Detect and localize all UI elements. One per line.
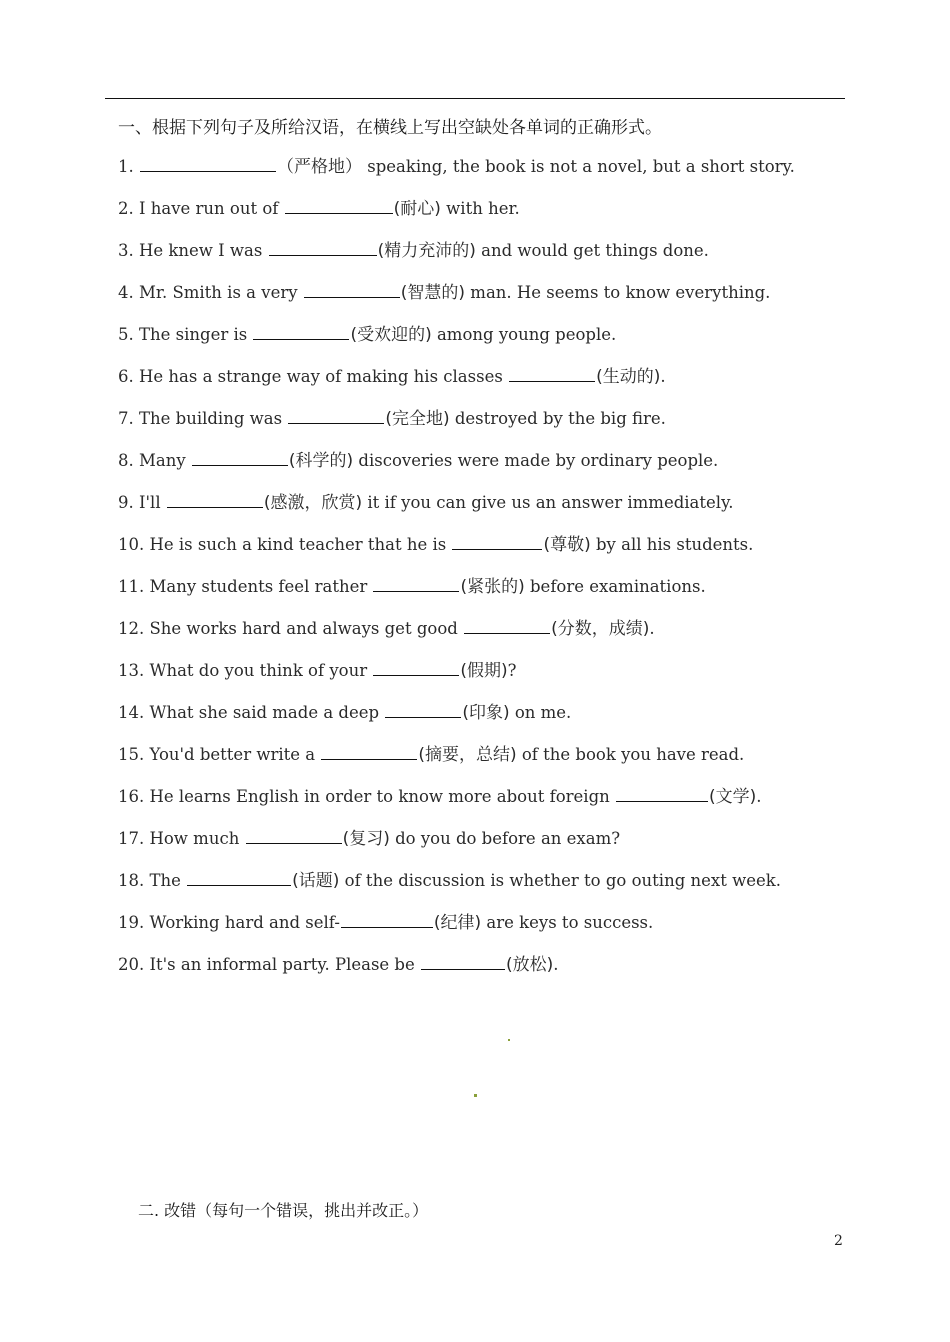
chinese-hint: (纪律) bbox=[433, 913, 482, 933]
answer-blank[interactable] bbox=[341, 911, 433, 928]
chinese-hint: (精力充沛的) bbox=[377, 241, 476, 261]
answer-blank[interactable] bbox=[192, 449, 288, 466]
chinese-hint: (印象) bbox=[462, 703, 510, 723]
chinese-hint: (假期) bbox=[460, 661, 508, 681]
question-text: by all his students. bbox=[590, 535, 754, 554]
question-text: on me. bbox=[509, 703, 572, 722]
question-text: 3. He knew I was bbox=[118, 241, 268, 260]
question-5 bbox=[118, 320, 795, 362]
chinese-hint: (智慧的) bbox=[400, 283, 466, 303]
answer-blank[interactable] bbox=[167, 491, 263, 508]
question-text: 9. I'll bbox=[118, 493, 166, 512]
question-text: and would get things done. bbox=[475, 241, 709, 260]
question-3 bbox=[118, 236, 795, 278]
question-text: man. He seems to know everything. bbox=[465, 283, 771, 302]
chinese-hint: (生动的) bbox=[596, 367, 661, 387]
answer-blank[interactable] bbox=[269, 239, 377, 256]
question-16 bbox=[118, 782, 795, 824]
question-text: 15. You'd better write a bbox=[118, 745, 321, 764]
decorative-dot bbox=[474, 1094, 477, 1097]
question-text: . bbox=[660, 367, 666, 386]
question-text: 20. It's an informal party. Please be bbox=[118, 955, 420, 974]
question-14 bbox=[118, 698, 795, 740]
question-text: 2. I have run out of bbox=[118, 199, 284, 218]
question-18 bbox=[118, 866, 795, 908]
question-6 bbox=[118, 362, 795, 404]
question-text: of the discussion is whether to go outing next week. bbox=[339, 871, 781, 890]
question-text: do you do before an exam? bbox=[389, 829, 621, 848]
header-rule bbox=[105, 98, 845, 99]
answer-blank[interactable] bbox=[616, 785, 708, 802]
question-20 bbox=[118, 950, 795, 992]
question-text: 11. Many students feel rather bbox=[118, 577, 373, 596]
question-text: 6. He has a strange way of making his classes bbox=[118, 367, 509, 386]
question-text: among young people. bbox=[431, 325, 617, 344]
question-7 bbox=[118, 404, 795, 446]
question-text: 16. He learns English in order to know more about foreign bbox=[118, 787, 615, 806]
question-text: discoveries were made by ordinary people. bbox=[353, 451, 719, 470]
question-10 bbox=[118, 530, 795, 572]
question-text: before examinations. bbox=[524, 577, 706, 596]
question-text: 19. Working hard and self- bbox=[118, 913, 340, 932]
chinese-hint: (完全地) bbox=[385, 409, 450, 429]
chinese-hint: (受欢迎的) bbox=[350, 325, 432, 345]
question-8 bbox=[118, 446, 795, 488]
question-text: 18. The bbox=[118, 871, 187, 890]
question-9 bbox=[118, 488, 795, 530]
question-text: 4. Mr. Smith is a very bbox=[118, 283, 303, 302]
question-text: 8. Many bbox=[118, 451, 191, 470]
chinese-hint: (放松) bbox=[506, 955, 554, 975]
answer-blank[interactable] bbox=[288, 407, 384, 424]
chinese-hint: (摘要，总结) bbox=[418, 745, 517, 765]
question-12 bbox=[118, 614, 795, 656]
question-text: 10. He is such a kind teacher that he is bbox=[118, 535, 452, 554]
question-text: 7. The building was bbox=[118, 409, 288, 428]
question-text: speaking, the book is not a novel, but a short story. bbox=[362, 157, 795, 176]
chinese-hint: (文学) bbox=[709, 787, 757, 807]
answer-blank[interactable] bbox=[464, 617, 550, 634]
answer-blank[interactable] bbox=[373, 659, 459, 676]
answer-blank[interactable] bbox=[187, 869, 291, 886]
chinese-hint: （严格地） bbox=[277, 157, 362, 177]
answer-blank[interactable] bbox=[253, 323, 349, 340]
question-19 bbox=[118, 908, 795, 950]
answer-blank[interactable] bbox=[509, 365, 595, 382]
question-2 bbox=[118, 194, 795, 236]
answer-blank[interactable] bbox=[373, 575, 459, 592]
decorative-dot bbox=[508, 1039, 510, 1041]
answer-blank[interactable] bbox=[285, 197, 393, 214]
chinese-hint: (感激，欣赏) bbox=[263, 493, 363, 513]
answer-blank[interactable] bbox=[385, 701, 461, 718]
question-text: 13. What do you think of your bbox=[118, 661, 373, 680]
answer-blank[interactable] bbox=[321, 743, 417, 760]
answer-blank[interactable] bbox=[246, 827, 342, 844]
question-text: are keys to success. bbox=[481, 913, 654, 932]
chinese-hint: (紧张的) bbox=[460, 577, 525, 597]
question-15 bbox=[118, 740, 795, 782]
chinese-hint: (分数，成绩) bbox=[551, 619, 650, 639]
question-text: . bbox=[553, 955, 559, 974]
question-text: with her. bbox=[440, 199, 520, 218]
question-text: 1. bbox=[118, 157, 139, 176]
question-17 bbox=[118, 824, 795, 866]
chinese-hint: (耐心) bbox=[393, 199, 441, 219]
question-text: 5. The singer is bbox=[118, 325, 253, 344]
question-text: it if you can give us an answer immediately. bbox=[362, 493, 734, 512]
answer-blank[interactable] bbox=[304, 281, 400, 298]
question-list bbox=[118, 152, 795, 992]
chinese-hint: (尊敬) bbox=[543, 535, 591, 555]
question-1 bbox=[118, 152, 795, 194]
question-text: ? bbox=[507, 661, 517, 680]
question-11 bbox=[118, 572, 795, 614]
answer-blank[interactable] bbox=[140, 155, 276, 172]
question-text: destroyed by the big fire. bbox=[449, 409, 666, 428]
question-text: 17. How much bbox=[118, 829, 245, 848]
question-text: 14. What she said made a deep bbox=[118, 703, 385, 722]
answer-blank[interactable] bbox=[421, 953, 505, 970]
question-text: . bbox=[649, 619, 655, 638]
question-text: of the book you have read. bbox=[516, 745, 745, 764]
section-1-title: 一、根据下列句子及所给汉语，在横线上写出空缺处各单词的正确形式。 bbox=[118, 118, 662, 138]
chinese-hint: (科学的) bbox=[288, 451, 354, 471]
question-13 bbox=[118, 656, 795, 698]
page-number: 2 bbox=[834, 1233, 843, 1249]
section-2-title: 二. 改错（每句一个错误，挑出并改正。） bbox=[138, 1201, 429, 1220]
question-4 bbox=[118, 278, 795, 320]
chinese-hint: (复习) bbox=[342, 829, 390, 849]
question-text: . bbox=[756, 787, 762, 806]
answer-blank[interactable] bbox=[452, 533, 542, 550]
question-text: 12. She works hard and always get good bbox=[118, 619, 464, 638]
chinese-hint: (话题) bbox=[292, 871, 340, 891]
